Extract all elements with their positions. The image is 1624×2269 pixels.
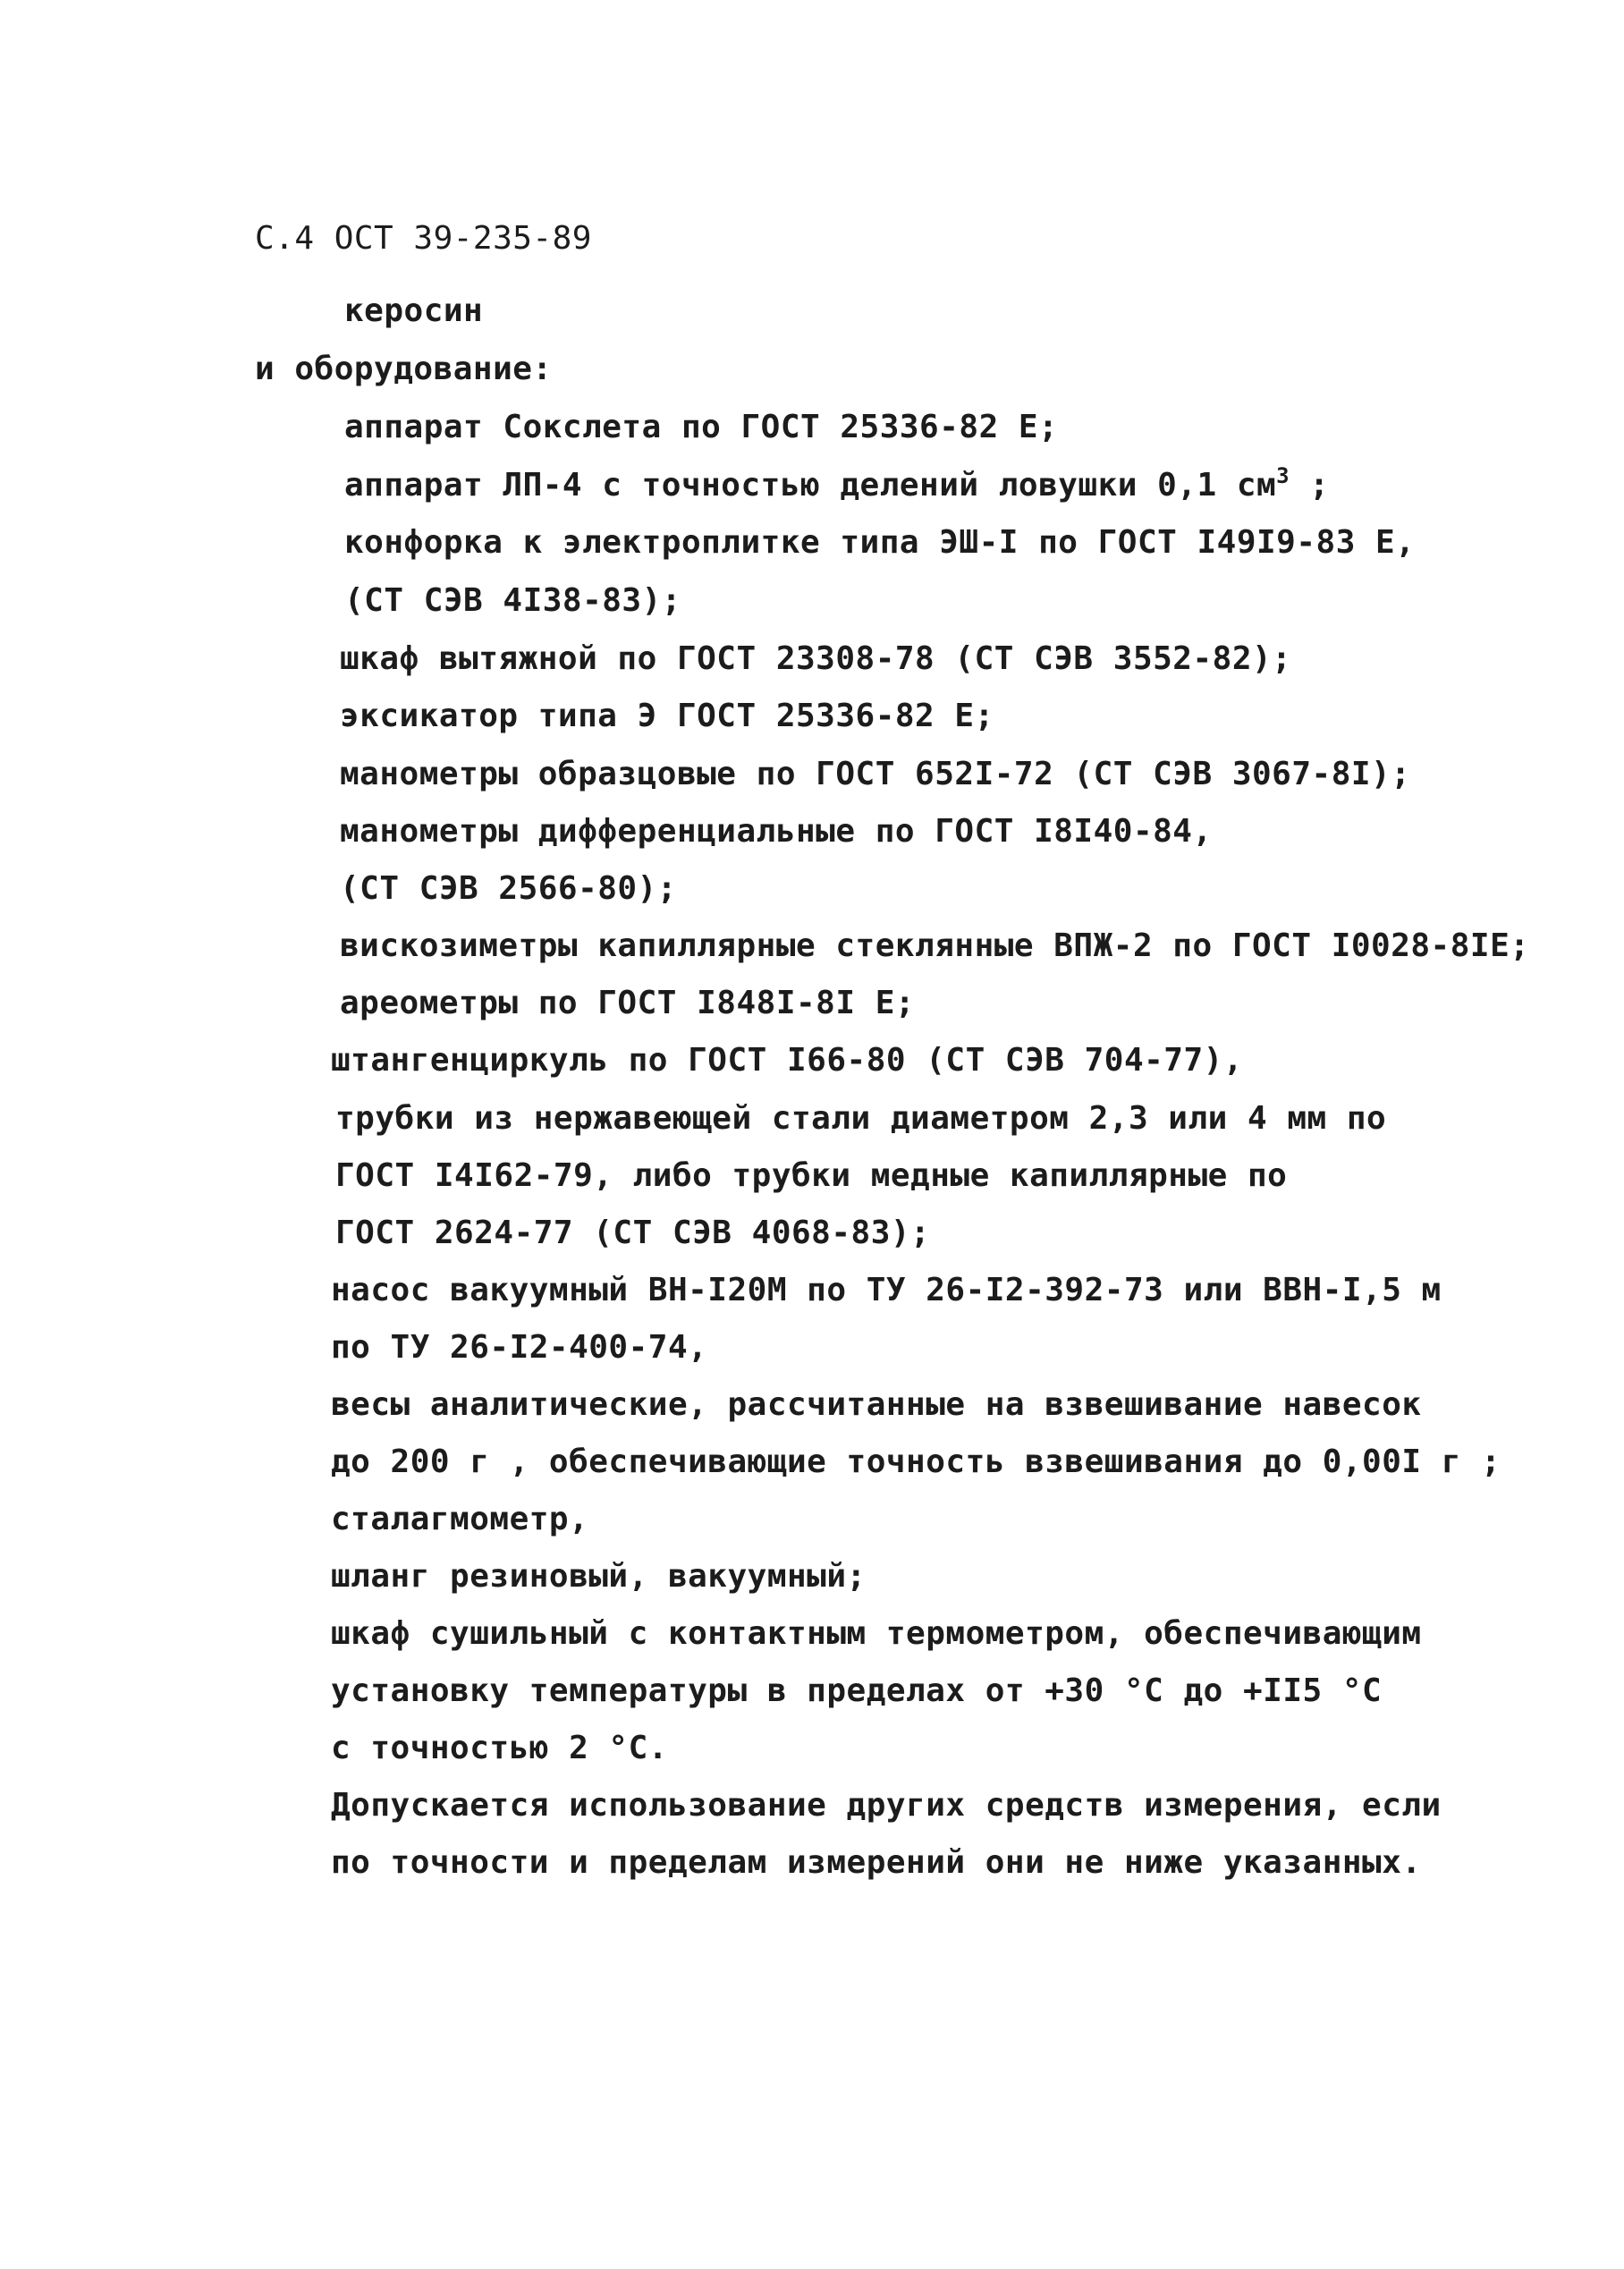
text-line: шкаф сушильный с контактным термометром, обеспечивающим xyxy=(331,1615,1422,1652)
text-line: по ТУ 26-I2-400-74, xyxy=(331,1329,708,1366)
text-line: эксикатор типа Э ГОСТ 25336-82 Е; xyxy=(340,698,994,734)
text-line: манометры образцовые по ГОСТ 652I-72 (СТ СЭВ 3067-8I); xyxy=(340,756,1411,792)
text-line: ареометры по ГОСТ I848I-8I Е; xyxy=(340,985,916,1021)
text-line: и оборудование: xyxy=(255,351,553,387)
text-line: (СТ СЭВ 2566-80); xyxy=(340,870,677,907)
text-line: конфорка к электроплитке типа ЭШ-I по ГОСТ I49I9-83 Е, xyxy=(344,524,1416,561)
text-line: до 200 г , обеспечивающие точность взвешивания до 0,00I г ; xyxy=(331,1444,1501,1480)
text-line: установку температуры в пределах от +30 °С до +II5 °С xyxy=(331,1672,1383,1709)
superscript: 3 xyxy=(1276,463,1290,488)
text-line: с точностью 2 °С. xyxy=(331,1730,668,1766)
text-line: сталагмометр, xyxy=(331,1501,589,1537)
text-line: насос вакуумный ВН-I20М по ТУ 26-I2-392-73 или ВВН-I,5 м xyxy=(331,1272,1442,1308)
text-line: штангенциркуль по ГОСТ I66-80 (СТ СЭВ 704-77), xyxy=(331,1042,1243,1079)
text-line: (СТ СЭВ 4I38-83); xyxy=(344,582,681,619)
text-line: аппарат Сокслета по ГОСТ 25336-82 Е; xyxy=(344,409,1059,445)
text-line: ГОСТ 2624-77 (СТ СЭВ 4068-83); xyxy=(335,1215,931,1251)
page-header: С.4 ОСТ 39-235-89 xyxy=(255,220,592,257)
text-suffix: ; xyxy=(1290,467,1330,504)
text-line: манометры дифференциальные по ГОСТ I8I40-84, xyxy=(340,813,1213,850)
text-line: Допускается использование других средств измерения, если xyxy=(331,1787,1442,1824)
text-line: вискозиметры капиллярные стеклянные ВПЖ-2 по ГОСТ I0028-8IЕ; xyxy=(340,927,1530,964)
text-line-with-superscript xyxy=(344,463,1330,505)
text-line: весы аналитические, рассчитанные на взвешивание навесок xyxy=(331,1386,1422,1423)
text-line: шкаф вытяжной по ГОСТ 23308-78 (СТ СЭВ 3552-82); xyxy=(340,640,1292,677)
text-line: по точности и пределам измерений они не ниже указанных. xyxy=(331,1844,1422,1881)
text-line: шланг резиновый, вакуумный; xyxy=(331,1558,867,1595)
text-line: аппарат ЛП-4 с точностью делений ловушки 0,1 см xyxy=(344,467,1277,504)
text-line: керосин xyxy=(344,292,484,329)
text-line: ГОСТ I4I62-79, либо трубки медные капиллярные по xyxy=(335,1157,1288,1194)
text-line: трубки из нержавеющей стали диаметром 2,3 или 4 мм по xyxy=(335,1100,1387,1137)
